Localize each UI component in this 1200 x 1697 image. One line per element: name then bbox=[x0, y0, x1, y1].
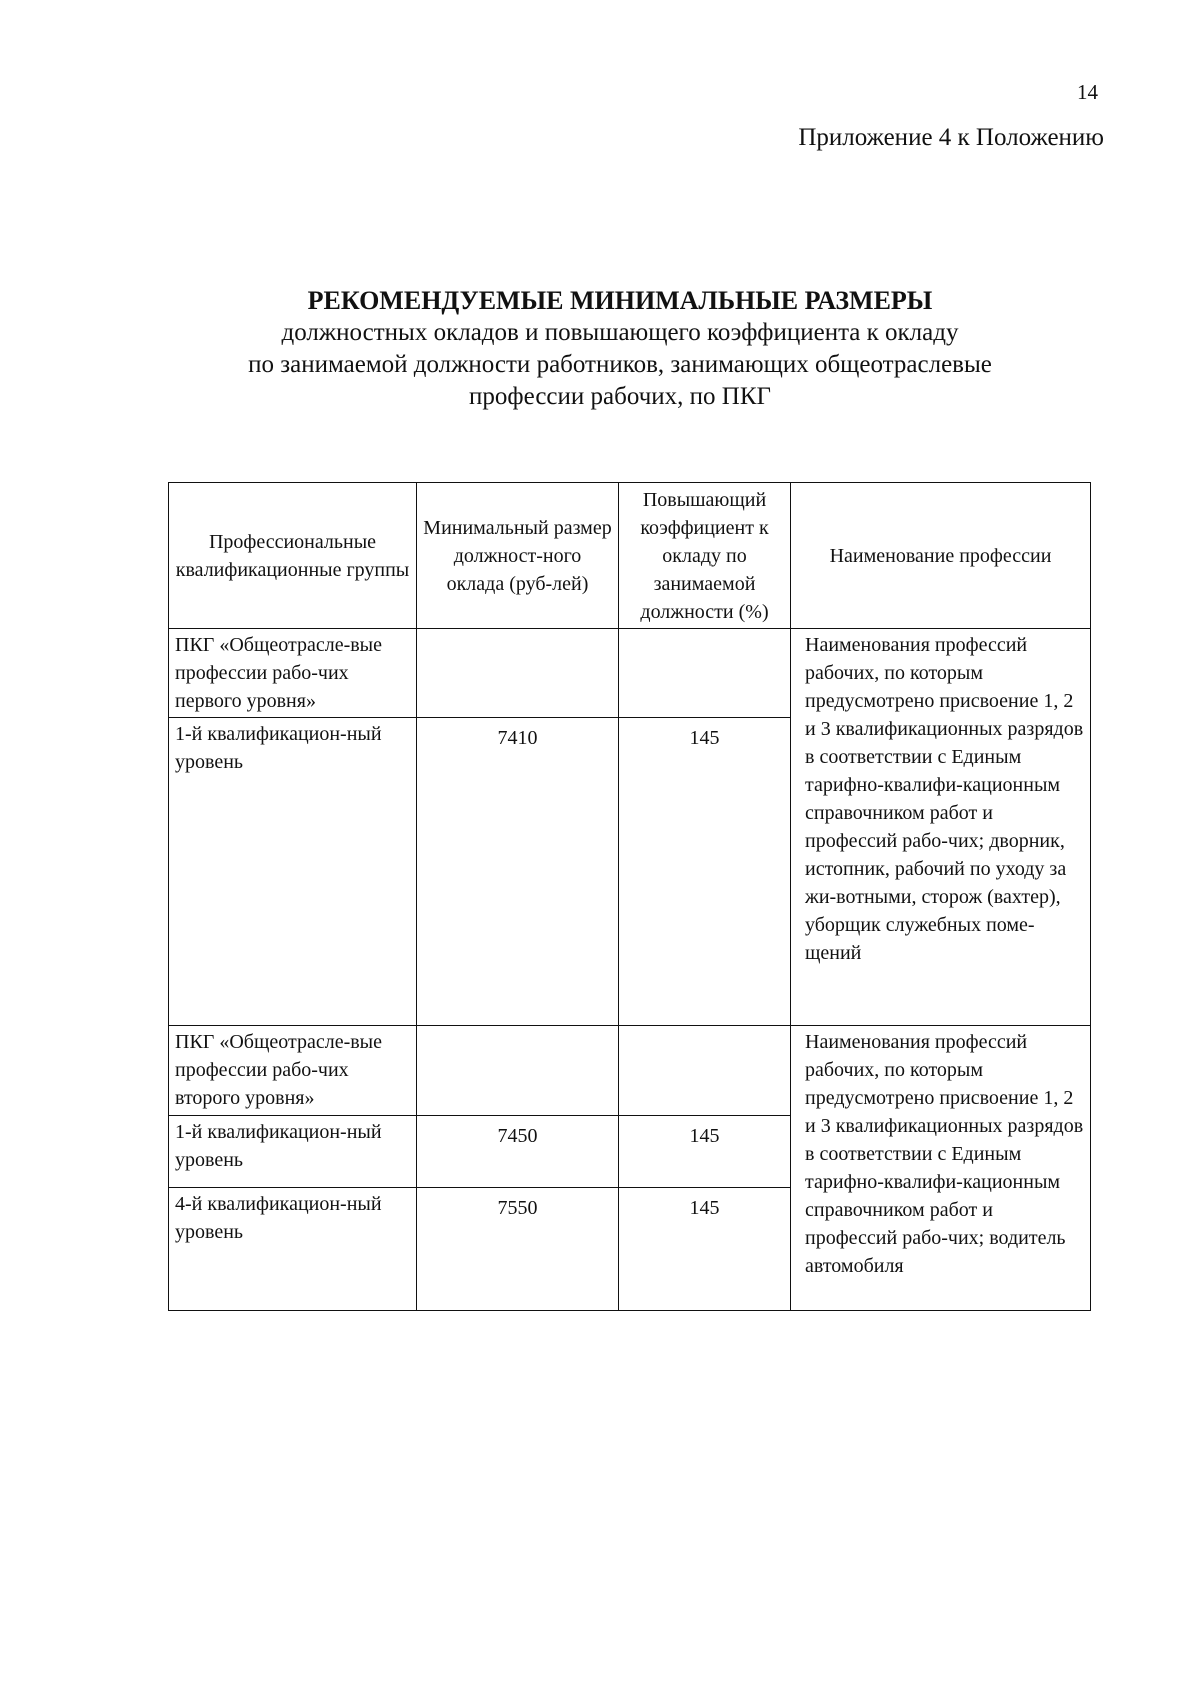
empty-cell bbox=[417, 629, 619, 718]
salary-table bbox=[168, 482, 1091, 1311]
profession-list-cell: Наименования профессий рабочих, по которым предусмотрено присвоение 1, 2 и 3 квалификационных разрядов в соответствии с Единым тарифно-квалифи-кационным справочником работ и профессий рабо-чих; дворник, истопник, рабочий по уходу за жи-вотными, сторож (вахтер), уборщик служебных поме-щений bbox=[791, 629, 1091, 1026]
page-number: 14 bbox=[1077, 80, 1098, 104]
coefficient-cell: 145 bbox=[619, 1116, 791, 1188]
coefficient-cell: 145 bbox=[619, 1188, 791, 1311]
qualification-level-cell: 1-й квалификацион-ный уровень bbox=[169, 1116, 417, 1188]
qualification-level-cell: 4-й квалификацион-ный уровень bbox=[169, 1188, 417, 1311]
salary-cell: 7410 bbox=[417, 718, 619, 1026]
salary-cell: 7450 bbox=[417, 1116, 619, 1188]
document-heading bbox=[150, 285, 1090, 413]
document-title: РЕКОМЕНДУЕМЫЕ МИНИМАЛЬНЫЕ РАЗМЕРЫ bbox=[307, 286, 933, 315]
empty-cell bbox=[619, 629, 791, 718]
empty-cell bbox=[417, 1026, 619, 1116]
document-subtitle-line: по занимаемой должности работников, занимающих общеотраслевые bbox=[248, 351, 992, 378]
header-qualification-groups: Профессиональные квалификационные группы bbox=[169, 483, 417, 629]
header-coefficient: Повышающий коэффициент к окладу по занимаемой должности (%) bbox=[619, 483, 791, 629]
coefficient-cell: 145 bbox=[619, 718, 791, 1026]
document-subtitle-line: профессии рабочих, по ПКГ bbox=[469, 383, 771, 410]
group-name-cell: ПКГ «Общеотрасле-вые профессии рабо-чих первого уровня» bbox=[169, 629, 417, 718]
empty-cell bbox=[619, 1026, 791, 1116]
table-header-row bbox=[169, 483, 1091, 629]
profession-list-cell: Наименования профессий рабочих, по которым предусмотрено присвоение 1, 2 и 3 квалификационных разрядов в соответствии с Единым тарифно-квалифи-кационным справочником работ и профессий рабо-чих; водитель автомобиля bbox=[791, 1026, 1091, 1311]
header-profession-name: Наименование профессии bbox=[791, 483, 1091, 629]
table-row bbox=[169, 1026, 1091, 1116]
header-minimum-salary: Минимальный размер должност-ного оклада (руб-лей) bbox=[417, 483, 619, 629]
table-row bbox=[169, 629, 1091, 718]
group-name-cell: ПКГ «Общеотрасле-вые профессии рабо-чих второго уровня» bbox=[169, 1026, 417, 1116]
salary-cell: 7550 bbox=[417, 1188, 619, 1311]
appendix-label: Приложение 4 к Положению bbox=[798, 124, 1104, 151]
document-subtitle-line: должностных окладов и повышающего коэффициента к окладу bbox=[281, 319, 959, 346]
qualification-level-cell: 1-й квалификацион-ный уровень bbox=[169, 718, 417, 1026]
